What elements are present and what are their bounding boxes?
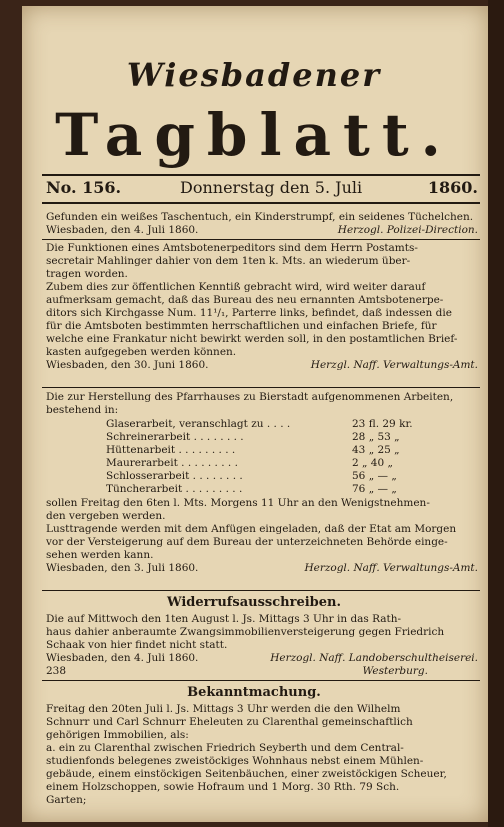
- text-line: sollen Freitag den 6ten l. Mts. Morgens 11 Uhr an den Wenigstnehmen-: [46, 497, 430, 509]
- place-date: Wiesbaden, den 30. Juni 1860.: [46, 359, 209, 371]
- text-line: studienfonds belegenes zweistöckiges Wohnhaus nebst einem Mühlen-: [46, 755, 424, 767]
- issue-year: 1860.: [427, 178, 478, 197]
- text-line: tragen worden.: [46, 268, 128, 280]
- item-amount: 28 „ 53 „: [352, 431, 400, 443]
- item-amount: 2 „ 40 „: [352, 457, 393, 469]
- text-line: bestehend in:: [46, 404, 119, 416]
- newspaper-page: [22, 6, 488, 822]
- item-dots: . . . . . . . . .: [185, 483, 243, 495]
- divider: [42, 202, 480, 204]
- text-line: [46, 359, 478, 372]
- item-label: Schlosserarbeit: [106, 470, 190, 482]
- text-line: Die zur Herstellung des Pfarrhauses zu Bierstadt aufgenommenen Arbeiten,: [46, 391, 454, 403]
- item-label: Schreinerarbeit: [106, 431, 191, 443]
- text-line: Lusttragende werden mit dem Anfügen eingeladen, daß der Etat am Morgen: [46, 523, 457, 535]
- item-label: Tüncherarbeit: [106, 483, 183, 495]
- notice-number: 238: [46, 665, 67, 677]
- list-item: [106, 431, 400, 443]
- issue-line: [46, 178, 478, 200]
- item-amount: 43 „ 25 „: [352, 444, 400, 456]
- text-line: gehörigen Immobilien, als:: [46, 729, 189, 741]
- signature-name: Westerburg.: [362, 665, 428, 677]
- divider: [42, 680, 480, 681]
- signature: Herzogl. Naff. Verwaltungs-Amt.: [304, 562, 478, 574]
- text-line: gebäude, einem einstöckigen Seitenbäuchen, einer zweistöckigen Scheuer,: [46, 768, 447, 780]
- section-heading: Widerrufsausschreiben.: [166, 595, 341, 610]
- text-line: [46, 562, 478, 575]
- item-label: Maurerarbeit: [106, 457, 178, 469]
- item-dots: . . . . . . . .: [193, 431, 244, 443]
- masthead-city: Wiesbadener: [126, 56, 382, 94]
- text-line: secretair Mahlinger dahier von dem 1ten k. Mts. an wiederum über-: [46, 255, 411, 267]
- text-line: Schnurr und Carl Schnurr Eheleuten zu Clarenthal gemeinschaftlich: [46, 716, 413, 728]
- masthead-title: Tagblatt.: [55, 101, 453, 169]
- text-line: Zubem dies zur öffentlichen Kenntiß gebracht wird, wird weiter darauf: [46, 281, 426, 293]
- text-line: haus dahier anberaumte Zwangsimmobilienversteigerung gegen Friedrich: [46, 626, 445, 638]
- text-line: a. ein zu Clarenthal zwischen Friedrich Seyberth und dem Central-: [46, 742, 404, 754]
- divider: [42, 174, 480, 176]
- divider: [42, 387, 480, 388]
- text-line: Die auf Mittwoch den 1ten August l. Js. Mittags 3 Uhr in das Rath-: [46, 613, 402, 625]
- signature: Herzogl. Naff. Landoberschultheiserei.: [270, 652, 478, 664]
- issue-date: Donnerstag den 5. Juli: [180, 178, 363, 197]
- text-line: [46, 652, 478, 665]
- list-item: [106, 418, 413, 430]
- item-dots: . . . . . . . . .: [178, 444, 236, 456]
- text-line: welche eine Frankatur nicht bewirkt werden soll, in den postamtlichen Brief-: [46, 333, 458, 345]
- item-dots: . . . . . . . .: [192, 470, 243, 482]
- place-date: Wiesbaden, den 4. Juli 1860.: [46, 652, 199, 664]
- text-line: [46, 665, 478, 678]
- text-line: den vergeben werden.: [46, 510, 166, 522]
- place-date: Wiesbaden, den 4. Juli 1860.: [46, 224, 199, 236]
- text-line: [46, 224, 478, 237]
- text-line: Schaak von hier findet nicht statt.: [46, 639, 228, 651]
- list-item: [106, 483, 397, 495]
- section-heading: Bekanntmachung.: [187, 685, 321, 700]
- signature: Herzogl. Polizei-Direction.: [337, 224, 478, 236]
- list-item: [106, 470, 397, 482]
- text-line: für die Amtsboten bestimmten herrschaftlichen und einfachen Briefe, für: [46, 320, 437, 332]
- text-line: Freitag den 20ten Juli l. Js. Mittags 3 Uhr werden die den Wilhelm: [46, 703, 401, 715]
- text-line: sehen werden kann.: [46, 549, 154, 561]
- text-line: einem Holzschoppen, sowie Hofraum und 1 Morg. 30 Rth. 79 Sch.: [46, 781, 400, 793]
- item-dots: . . . .: [266, 418, 291, 430]
- item-dots: . . . . . . . . .: [181, 457, 238, 469]
- text-line: kasten aufgegeben werden können.: [46, 346, 237, 358]
- item-amount: 23 fl. 29 kr.: [352, 418, 413, 430]
- list-item: [106, 444, 400, 456]
- page-edge: [488, 0, 504, 827]
- item-amount: 76 „ — „: [352, 483, 397, 495]
- text-line: Garten;: [46, 794, 87, 806]
- item-label: Glaserarbeit, veranschlagt zu: [106, 418, 264, 430]
- signature: Herzgl. Naff. Verwaltungs-Amt.: [310, 359, 478, 371]
- text-line: vor der Versteigerung auf dem Bureau der unterzeichneten Behörde einge-: [46, 536, 448, 548]
- text-line: aufmerksam gemacht, daß das Bureau des neu ernannten Amtsbotenerpe-: [46, 294, 444, 306]
- text-line: ditors sich Kirchgasse Num. 11¹/₁, Parterre links, befindet, daß indessen die: [46, 307, 452, 319]
- issue-number: No. 156.: [46, 178, 122, 197]
- item-label: Hüttenarbeit: [106, 444, 176, 456]
- item-amount: 56 „ — „: [352, 470, 397, 482]
- text-line: Gefunden ein weißes Taschentuch, ein Kinderstrumpf, ein seidenes Tüchelchen.: [46, 211, 474, 223]
- list-item: [106, 457, 393, 469]
- place-date: Wiesbaden, den 3. Juli 1860.: [46, 562, 199, 574]
- divider: [42, 590, 480, 591]
- divider: [42, 239, 480, 240]
- text-line: Die Funktionen eines Amtsbotenerpeditors sind dem Herrn Postamts-: [46, 242, 418, 254]
